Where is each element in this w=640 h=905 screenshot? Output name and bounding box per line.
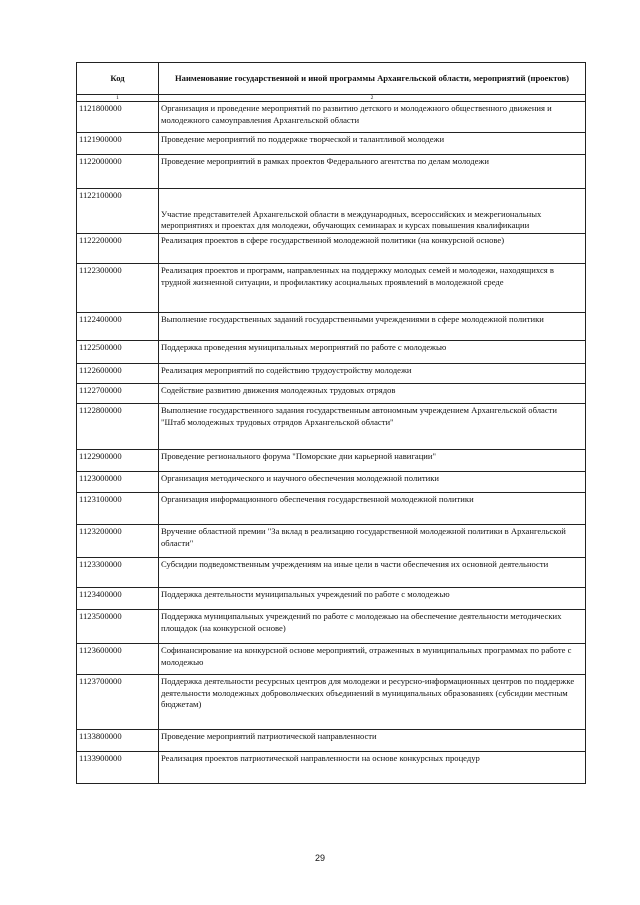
row-name: Выполнение государственных заданий государственными учреждениями в сфере молодежной политики (159, 313, 586, 341)
table-row (77, 730, 586, 752)
row-name: Проведение мероприятий по поддержке творческой и талантливой молодежи (159, 133, 586, 155)
table-row (77, 234, 586, 264)
row-name: Поддержка деятельности муниципальных учреждений по работе с молодежью (159, 588, 586, 610)
table-header-row (77, 63, 586, 95)
row-code: 1122800000 (77, 404, 159, 450)
row-code: 1123700000 (77, 675, 159, 730)
row-name: Реализация проектов патриотической направленности на основе конкурсных процедур (159, 752, 586, 784)
row-name: Проведение мероприятий патриотической направленности (159, 730, 586, 752)
table-row (77, 384, 586, 404)
header-code: Код (77, 63, 159, 95)
row-name: Вручение областной премии "За вклад в реализацию государственной молодежной политики в Архангельской области" (159, 525, 586, 558)
row-code: 1133900000 (77, 752, 159, 784)
table-row (77, 588, 586, 610)
row-code: 1133800000 (77, 730, 159, 752)
row-name: Выполнение государственного задания государственным автономным учреждением Архангельской области "Штаб молодежных трудовых отрядов Архангельской области" (159, 404, 586, 450)
row-code: 1122100000 (77, 189, 159, 234)
table-row (77, 675, 586, 730)
row-name: Реализация проектов и программ, направленных на поддержку молодых семей и молодежи, находящихся в трудной жизненной ситуации, и профилактику асоциальных проявлений в молодежной среде (159, 264, 586, 313)
row-name: Организация информационного обеспечения государственной молодежной политики (159, 493, 586, 525)
row-name: Реализация мероприятий по содействию трудоустройству молодежи (159, 364, 586, 384)
row-code: 1122600000 (77, 364, 159, 384)
table-row (77, 189, 586, 234)
row-name: Поддержка проведения муниципальных мероприятий по работе с молодежью (159, 341, 586, 364)
row-code: 1122400000 (77, 313, 159, 341)
table-row (77, 264, 586, 313)
page-number: 29 (314, 853, 325, 863)
table-row (77, 404, 586, 450)
row-code: 1123200000 (77, 525, 159, 558)
row-name: Софинансирование на конкурсной основе мероприятий, отраженных в муниципальных программах по работе с молодежью (159, 644, 586, 675)
column-number-2: 2 (159, 95, 586, 102)
table-row (77, 644, 586, 675)
row-code: 1122500000 (77, 341, 159, 364)
row-code: 1122700000 (77, 384, 159, 404)
row-name: Содействие развитию движения молодежных трудовых отрядов (159, 384, 586, 404)
table-row (77, 155, 586, 189)
row-name: Организация методического и научного обеспечения молодежной политики (159, 472, 586, 493)
row-name: Поддержка муниципальных учреждений по работе с молодежью на обеспечение деятельности методических площадок (на конкурсной основе) (159, 610, 586, 644)
row-code: 1123400000 (77, 588, 159, 610)
table-row (77, 752, 586, 784)
row-name: Реализация проектов в сфере государственной молодежной политики (на конкурсной основе) (159, 234, 586, 264)
table-row (77, 610, 586, 644)
row-code: 1122900000 (77, 450, 159, 472)
row-code: 1121800000 (77, 102, 159, 133)
table-row (77, 450, 586, 472)
row-code: 1123300000 (77, 558, 159, 588)
table-row (77, 525, 586, 558)
row-code: 1123600000 (77, 644, 159, 675)
table-row (77, 133, 586, 155)
row-name: Организация и проведение мероприятий по развитию детского и молодежного общественного движения и молодежного самоуправления Архангельской области (159, 102, 586, 133)
row-code: 1123500000 (77, 610, 159, 644)
table-row (77, 493, 586, 525)
table-row (77, 341, 586, 364)
table-row (77, 558, 586, 588)
row-name: Участие представителей Архангельской области в международных, всероссийских и межрегиональных мероприятиях и проектах для молодежи, обучающих семинарах и курсах повышения квалификации (159, 189, 586, 234)
row-name: Субсидии подведомственным учреждениям на иные цели в части обеспечения их основной деятельности (159, 558, 586, 588)
table-row (77, 313, 586, 341)
budget-codes-table (76, 62, 586, 784)
row-name: Проведение мероприятий в рамках проектов Федерального агентства по делам молодежи (159, 155, 586, 189)
row-name: Поддержка деятельности ресурсных центров для молодежи и ресурсно-информационных центров по поддержке деятельности молодежных добровольческих объединений в муниципальных образованиях (субсидии местным бюджетам) (159, 675, 586, 730)
row-name: Проведение регионального форума "Поморские дни карьерной навигации" (159, 450, 586, 472)
row-code: 1122200000 (77, 234, 159, 264)
table-row (77, 472, 586, 493)
column-number-row (77, 95, 586, 102)
row-code: 1121900000 (77, 133, 159, 155)
header-name: Наименование государственной и иной программы Архангельской области, мероприятий (проектов) (159, 63, 586, 95)
table-row (77, 102, 586, 133)
column-number-1: 1 (77, 95, 159, 102)
row-code: 1123100000 (77, 493, 159, 525)
row-code: 1123000000 (77, 472, 159, 493)
table-row (77, 364, 586, 384)
row-code: 1122000000 (77, 155, 159, 189)
row-code: 1122300000 (77, 264, 159, 313)
